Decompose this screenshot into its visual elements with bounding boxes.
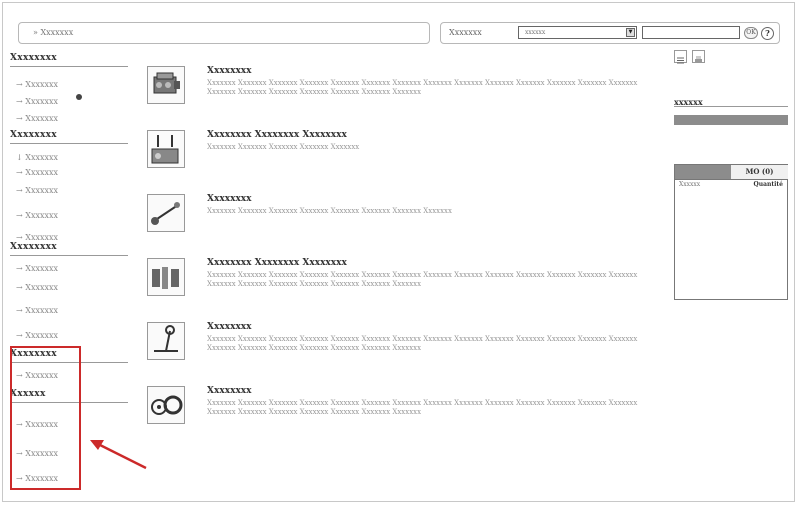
search-bar [440, 22, 780, 44]
product-desc: Xxxxxxx Xxxxxxx Xxxxxxx Xxxxxxx Xxxxxxx [207, 143, 360, 151]
selection-table [674, 164, 788, 300]
sidebar-item[interactable]: → Xxxxxxx [16, 97, 59, 106]
panel-bar [674, 115, 788, 125]
product-row[interactable] [147, 130, 647, 170]
product-row[interactable] [147, 194, 647, 234]
panel-divider [674, 106, 788, 107]
sidebar-item[interactable]: → Xxxxxxx [16, 114, 59, 123]
cursor-dot-icon [76, 94, 82, 100]
product-desc: Xxxxxxx Xxxxxxx Xxxxxxx Xxxxxxx Xxxxxxx Xxxxxxx Xxxxxxx Xxxxxxx Xxxxxxx Xxxxxxx Xxxxxxx Xxxxxxx Xxxxxxx Xxxxxxx Xxxxxxx Xxxxxxx Xxxxxxx Xxxxxxx Xxxxxxx Xxxxxxx Xxxxxxx [207, 271, 638, 288]
product-title[interactable]: Xxxxxxxx [207, 194, 252, 204]
search-type-select[interactable] [518, 26, 637, 39]
sidebar-section-title: Xxxxxxxx [10, 52, 128, 67]
list-view-icon[interactable] [674, 50, 687, 63]
axle-thumbnail-icon[interactable] [147, 194, 185, 232]
product-desc: Xxxxxxx Xxxxxxx Xxxxxxx Xxxxxxx Xxxxxxx Xxxxxxx Xxxxxxx Xxxxxxx Xxxxxxx Xxxxxxx Xxxxxxx Xxxxxxx Xxxxxxx Xxxxxxx Xxxxxxx Xxxxxxx Xxxxxxx Xxxxxxx Xxxxxxx Xxxxxxx Xxxxxxx [207, 79, 638, 96]
brake-thumbnail-icon[interactable] [147, 386, 185, 424]
annotation-arrow-icon [88, 436, 150, 472]
tab-empty[interactable] [675, 165, 731, 179]
search-label: Xxxxxxx [449, 28, 482, 37]
search-select-value: xxxxxx [525, 29, 546, 36]
sidebar-item[interactable]: → Xxxxxxx [16, 211, 59, 220]
product-row[interactable] [147, 258, 647, 298]
sidebar-item[interactable]: → Xxxxxxx [16, 264, 59, 273]
table-divider [675, 179, 787, 180]
sidebar-item[interactable]: → Xxxxxxx [16, 306, 59, 315]
sidebar-item[interactable]: → Xxxxxxx [16, 371, 59, 380]
product-desc: Xxxxxxx Xxxxxxx Xxxxxxx Xxxxxxx Xxxxxxx Xxxxxxx Xxxxxxx Xxxxxxx [207, 207, 452, 215]
sidebar-item[interactable]: → Xxxxxxx [16, 449, 59, 458]
highlight-box [10, 346, 81, 490]
sidebar-item[interactable]: → Xxxxxxx [16, 283, 59, 292]
product-title[interactable]: Xxxxxxxx [207, 386, 252, 396]
chevron-down-icon[interactable]: ▼ [626, 28, 635, 37]
steering-thumbnail-icon[interactable] [147, 322, 185, 360]
sidebar-item[interactable]: → Xxxxxxx [16, 80, 59, 89]
engine-thumbnail-icon[interactable] [147, 66, 185, 104]
suspension-thumbnail-icon[interactable] [147, 258, 185, 296]
sidebar-item[interactable]: → Xxxxxxx [16, 420, 59, 429]
gearbox-thumbnail-icon[interactable] [147, 130, 185, 168]
product-row[interactable] [147, 386, 647, 426]
product-title[interactable]: Xxxxxxxx Xxxxxxxx Xxxxxxxx [207, 130, 347, 140]
product-desc: Xxxxxxx Xxxxxxx Xxxxxxx Xxxxxxx Xxxxxxx Xxxxxxx Xxxxxxx Xxxxxxx Xxxxxxx Xxxxxxx Xxxxxxx Xxxxxxx Xxxxxxx Xxxxxxx Xxxxxxx Xxxxxxx Xxxxxxx Xxxxxxx Xxxxxxx Xxxxxxx Xxxxxxx [207, 335, 638, 352]
help-icon[interactable]: ? [761, 27, 774, 40]
sidebar-section-title: Xxxxxx [10, 388, 128, 403]
panel-heading: xxxxxx [674, 97, 703, 107]
sidebar-item[interactable]: → Xxxxxxx [16, 474, 59, 483]
ok-button[interactable]: OK [744, 27, 758, 39]
sidebar-item[interactable]: → Xxxxxxx [16, 331, 59, 340]
product-title[interactable]: Xxxxxxxx [207, 322, 252, 332]
sidebar-section-title: Xxxxxxxx [10, 348, 128, 363]
sidebar-item[interactable]: → Xxxxxxx [16, 168, 59, 177]
tab-mo[interactable]: MO (0) [731, 165, 788, 179]
print-icon[interactable] [692, 50, 705, 63]
product-row[interactable] [147, 322, 647, 362]
product-row[interactable] [147, 66, 647, 106]
product-desc: Xxxxxxx Xxxxxxx Xxxxxxx Xxxxxxx Xxxxxxx Xxxxxxx Xxxxxxx Xxxxxxx Xxxxxxx Xxxxxxx Xxxxxxx Xxxxxxx Xxxxxxx Xxxxxxx Xxxxxxx Xxxxxxx Xxxxxxx Xxxxxxx Xxxxxxx Xxxxxxx Xxxxxxx [207, 399, 638, 416]
product-title[interactable]: Xxxxxxxx [207, 66, 252, 76]
breadcrumb[interactable]: » Xxxxxxx [18, 22, 430, 44]
sidebar-item[interactable]: → Xxxxxxx [16, 233, 59, 242]
sidebar-item[interactable]: ↓ Xxxxxxx [16, 153, 59, 162]
column-header-name: Xxxxxx [679, 181, 701, 188]
product-title[interactable]: Xxxxxxxx Xxxxxxxx Xxxxxxxx [207, 258, 347, 268]
column-header-quantity: Quantité [753, 181, 783, 188]
search-input[interactable] [642, 26, 740, 39]
sidebar-section-title: Xxxxxxxx [10, 129, 128, 144]
sidebar-section-title: Xxxxxxxx [10, 241, 128, 256]
sidebar-item[interactable]: → Xxxxxxx [16, 186, 59, 195]
